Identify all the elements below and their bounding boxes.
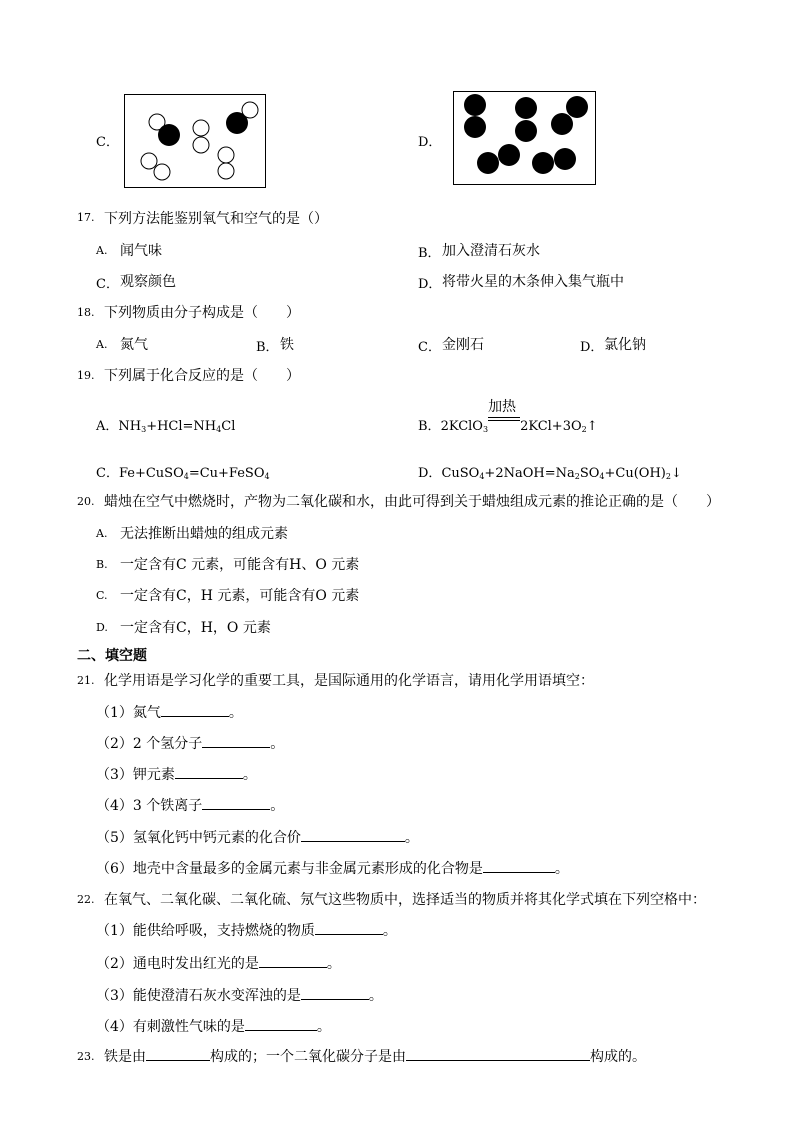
subscript: 2	[665, 472, 671, 481]
particle-diagram-d	[454, 92, 595, 184]
black-atom	[477, 152, 499, 174]
formula-part: +HCl=NH	[146, 419, 217, 434]
q16-option-c-diagram	[124, 94, 266, 188]
q19-option-d-label: D．	[418, 466, 442, 481]
q19-option-a-label: A．	[96, 419, 119, 434]
item-end: 。	[270, 736, 285, 752]
item-label: （3）	[96, 988, 133, 1004]
equals-line-top	[488, 417, 520, 418]
q17-number: 17.	[77, 211, 95, 224]
q16-option-d-diagram	[453, 91, 596, 185]
q20-number: 20.	[77, 495, 95, 508]
item-label: （4）	[96, 798, 133, 814]
item-text: 氮气	[132, 705, 161, 721]
particle-diagram-c	[125, 95, 265, 187]
q20-option-d-text: 一定含有C，H，O 元素	[120, 620, 271, 636]
formula-part: =Cu+FeSO	[188, 466, 265, 481]
item-text: 氢氧化钙中钙元素的化合价	[132, 830, 301, 846]
white-atom	[193, 120, 209, 136]
subscript: 4	[183, 472, 189, 481]
q16-option-c-label: C．	[96, 135, 119, 150]
reaction-condition: 加热	[488, 399, 517, 415]
q20-option-c-text: 一定含有C，H 元素，可能含有O 元素	[120, 588, 360, 604]
black-atom	[464, 116, 486, 138]
item-end: 。	[242, 767, 257, 783]
q21-item-2	[96, 733, 284, 753]
item-text: 3 个铁离子	[132, 798, 203, 814]
q18-option-d-text: 氯化钠	[604, 337, 646, 353]
answer-blank[interactable]	[175, 764, 243, 779]
formula-part: Fe+CuSO	[118, 466, 184, 481]
white-atom	[218, 163, 234, 179]
q22-item-3	[96, 985, 383, 1005]
item-label: （2）	[96, 956, 133, 972]
subscript: 4	[264, 472, 270, 481]
item-label: （6）	[96, 861, 133, 877]
q23-text-1: 铁是由	[104, 1049, 146, 1065]
q22-item-4	[96, 1016, 331, 1036]
item-label: （4）	[96, 1019, 133, 1035]
q18-option-b-text: 铁	[280, 337, 294, 353]
gas-arrow: ↑	[586, 419, 598, 434]
item-end: 。	[382, 923, 397, 939]
formula-part: CuSO	[441, 466, 480, 481]
white-atom	[154, 164, 170, 180]
q22-stem: 在氧气、二氧化碳、二氧化硫、氖气这些物质中，选择适当的物质并将其化学式填在下列空格中：	[104, 892, 706, 908]
black-atom	[464, 94, 486, 116]
black-atom	[551, 113, 573, 135]
answer-blank[interactable]	[406, 1046, 590, 1061]
black-atom	[158, 124, 180, 146]
q19-number: 19.	[77, 369, 95, 382]
formula-part: +2NaOH=Na	[484, 466, 575, 481]
q17-option-b-text: 加入澄清石灰水	[442, 243, 540, 259]
subscript: 2	[581, 425, 587, 434]
q21-item-3	[96, 764, 257, 784]
item-text: 钾元素	[132, 767, 175, 783]
q20-option-b-text: 一定含有C 元素，可能含有H、O 元素	[120, 557, 360, 573]
q23-line	[104, 1046, 646, 1066]
q21-item-5	[96, 827, 419, 847]
q20-option-d-label: D.	[96, 621, 108, 634]
black-atom	[515, 120, 537, 142]
q18-option-a-label: A.	[96, 338, 108, 351]
answer-blank[interactable]	[161, 702, 229, 717]
q20-option-a-label: A.	[96, 527, 108, 540]
q17-option-c-text: 观察颜色	[120, 274, 176, 290]
item-end: 。	[270, 798, 285, 814]
q22-number: 22.	[77, 893, 95, 906]
subscript: 4	[599, 472, 605, 481]
q23-number: 23.	[77, 1050, 95, 1063]
item-label: （1）	[96, 923, 133, 939]
item-label: （1）	[96, 705, 133, 721]
q18-option-d-label: D．	[580, 340, 604, 355]
black-atom	[515, 97, 537, 119]
q22-item-1	[96, 920, 397, 940]
q19-option-c-label: C．	[96, 466, 119, 481]
q19-option-d	[418, 462, 682, 481]
q18-option-b-label: B．	[256, 340, 279, 355]
black-atom	[532, 152, 554, 174]
q17-option-a-text: 闻气味	[120, 243, 162, 259]
item-end: 。	[228, 705, 243, 721]
q18-stem: 下列物质由分子构成是（ ）	[104, 305, 300, 321]
item-text: 2 个氢分子	[132, 736, 203, 752]
q21-item-4	[96, 795, 284, 815]
q23-text-2: 构成的；一个二氧化碳分子是由	[210, 1049, 406, 1065]
q19-option-b	[418, 399, 598, 434]
q18-option-c-label: C．	[418, 340, 441, 355]
white-atom	[193, 137, 209, 153]
equals-line-bottom	[488, 420, 520, 421]
subscript: 3	[482, 425, 489, 434]
q19-stem: 下列属于化合反应的是（ ）	[104, 368, 300, 384]
answer-blank[interactable]	[245, 1016, 317, 1031]
item-label: （5）	[96, 830, 133, 846]
formula-part: +Cu(OH)	[604, 466, 666, 481]
section-heading-fill-in: 二、填空题	[77, 648, 147, 664]
formula-part: 2KCl+3O	[520, 419, 582, 434]
q16-option-d-label: D．	[418, 135, 442, 150]
q22-item-2	[96, 953, 341, 973]
answer-blank[interactable]	[301, 985, 369, 1000]
q21-stem: 化学用语是学习化学的重要工具，是国际通用的化学语言，请用化学用语填空：	[104, 673, 594, 689]
item-end: 。	[404, 830, 419, 846]
q19-option-c	[96, 462, 270, 481]
item-text: 地壳中含量最多的金属元素与非金属元素形成的化合物是	[132, 861, 483, 877]
q17-stem: 下列方法能鉴别氧气和空气的是（）	[104, 211, 328, 227]
item-end: 。	[554, 861, 569, 877]
answer-blank[interactable]	[202, 733, 270, 748]
q21-item-6	[96, 858, 569, 878]
q17-option-c-label: C．	[96, 277, 119, 292]
item-text: 有刺激性气味的是	[132, 1019, 245, 1035]
formula-part: NH	[118, 419, 142, 434]
subscript: 4	[479, 472, 485, 481]
answer-blank[interactable]	[483, 858, 555, 873]
q21-number: 21.	[77, 674, 95, 687]
q18-option-c-text: 金刚石	[442, 337, 484, 353]
item-label: （2）	[96, 736, 133, 752]
reaction-condition-arrow	[488, 399, 520, 430]
answer-blank[interactable]	[315, 920, 383, 935]
formula-part: SO	[579, 466, 600, 481]
white-atom	[141, 153, 157, 169]
white-atom	[218, 147, 234, 163]
q17-option-d-text: 将带火星的木条伸入集气瓶中	[442, 274, 624, 290]
q18-number: 18.	[77, 306, 95, 319]
answer-blank[interactable]	[301, 827, 405, 842]
q23-text-3: 构成的。	[590, 1049, 646, 1065]
subscript: 4	[216, 425, 222, 434]
item-label: （3）	[96, 767, 133, 783]
precipitate-arrow: ↓	[670, 466, 682, 481]
item-end: 。	[316, 1019, 331, 1035]
item-end: 。	[326, 956, 341, 972]
white-atom	[242, 102, 258, 118]
subscript: 3	[141, 425, 147, 434]
black-atom	[498, 144, 520, 166]
answer-blank[interactable]	[202, 795, 270, 810]
q19-option-a	[96, 415, 235, 434]
item-text: 通电时发出红光的是	[132, 956, 259, 972]
black-atom	[566, 96, 588, 118]
q20-option-c-label: C.	[96, 589, 108, 602]
q20-option-a-text: 无法推断出蜡烛的组成元素	[120, 526, 288, 542]
q19-option-b-label: B．	[418, 419, 441, 434]
item-text: 能使澄清石灰水变浑浊的是	[132, 988, 301, 1004]
answer-blank[interactable]	[259, 953, 327, 968]
q17-option-a-label: A.	[96, 244, 108, 257]
subscript: 2	[574, 472, 580, 481]
q18-option-a-text: 氮气	[120, 337, 148, 353]
q20-option-b-label: B.	[96, 558, 108, 571]
formula-part: 2KClO	[440, 419, 483, 434]
item-end: 。	[368, 988, 383, 1004]
item-text: 能供给呼吸，支持燃烧的物质	[132, 923, 315, 939]
black-atom	[554, 148, 576, 170]
q17-option-d-label: D．	[418, 277, 442, 292]
formula-part: Cl	[221, 419, 236, 434]
q21-item-1	[96, 702, 243, 722]
q17-option-b-label: B．	[418, 246, 441, 261]
q20-stem: 蜡烛在空气中燃烧时，产物为二氧化碳和水，由此可得到关于蜡烛组成元素的推论正确的是（ ）	[104, 494, 720, 510]
answer-blank[interactable]	[146, 1046, 210, 1061]
